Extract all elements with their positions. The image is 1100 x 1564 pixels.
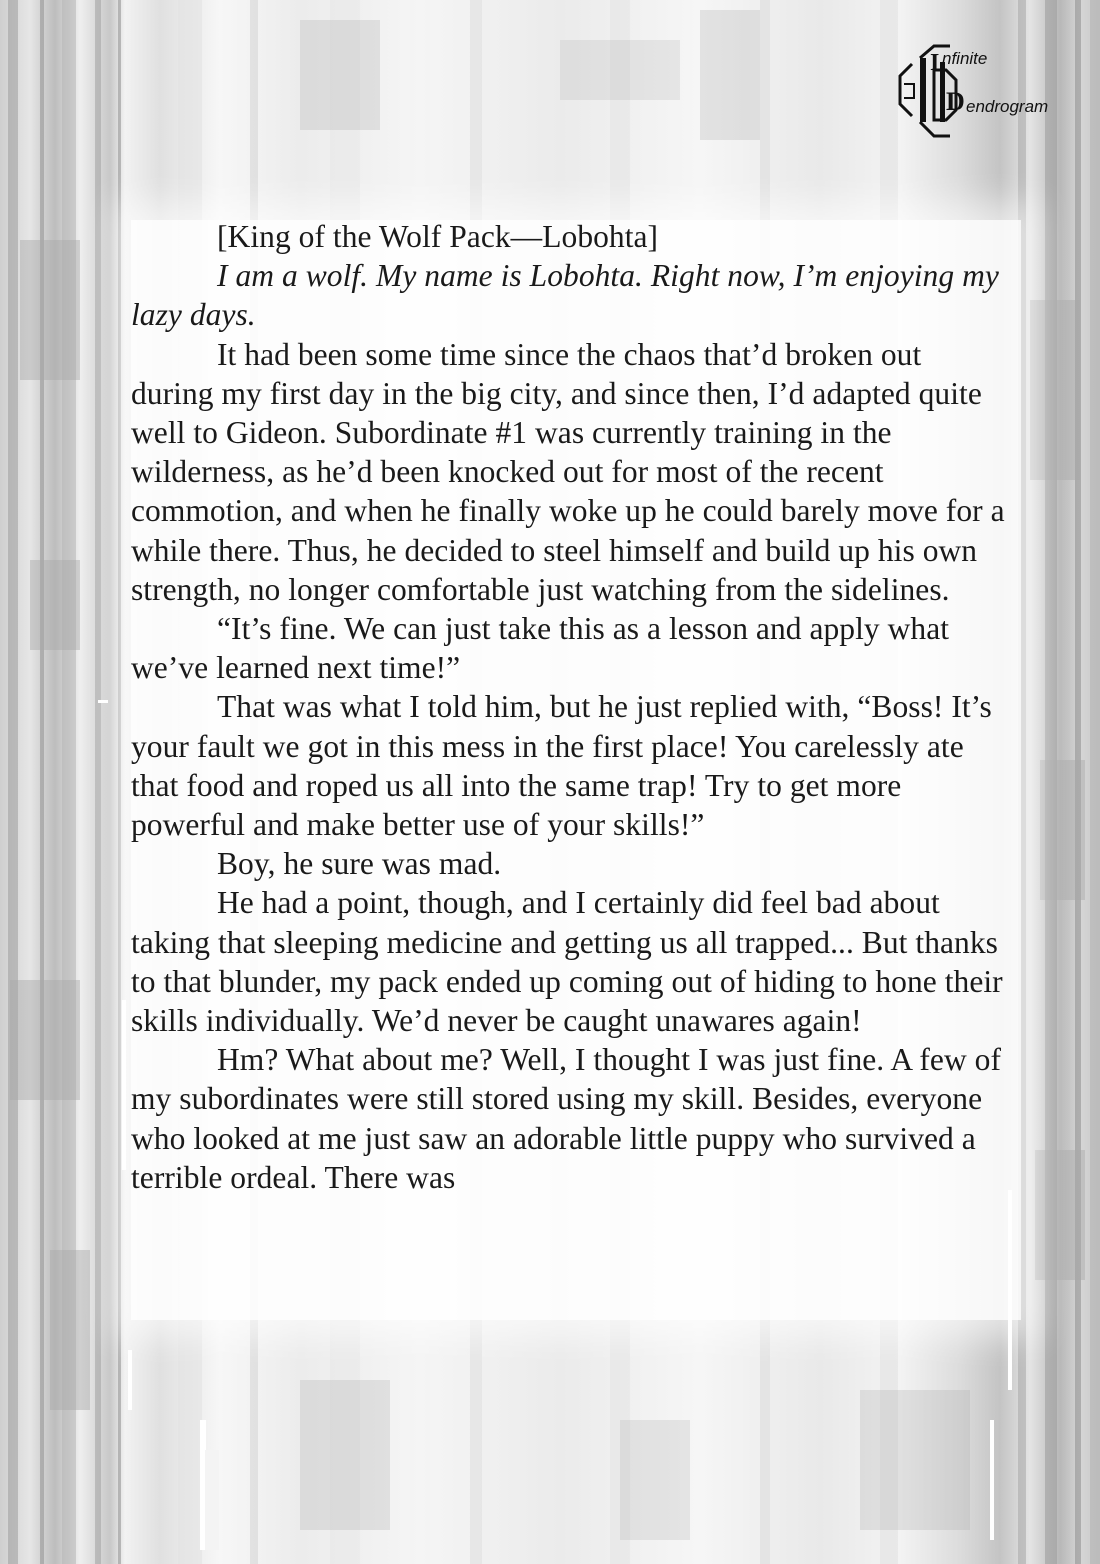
logo-line2: endrogram — [966, 97, 1049, 116]
paragraph-dialogue: “It’s fine. We can just take this as a lesson and apply what we’ve learned next time!” — [131, 611, 950, 686]
logo-line1: nfinite — [942, 49, 988, 68]
paragraph: It had been some time since the chaos that’d broken out during my first day in the big city, and since then, I’d adapted quite well to Gideon. Subordinate #1 was currently training in the wilderness, as he’d been knocked out for most of the recent commotion, and when he finally woke up he could barely move for a while there. Thus, he decided to steel himself and build up his own strength, no longer comfortable just watching from the sidelines. — [131, 336, 1005, 607]
logo-initial-d: D — [946, 87, 965, 116]
chapter-heading: [King of the Wolf Pack—Lobohta] — [217, 219, 659, 254]
prose-body — [131, 217, 1006, 1197]
paragraph-intro: I am a wolf. My name is Lobohta. Right now, I’m enjoying my lazy days. — [131, 258, 999, 333]
logo-initial-i: I — [930, 50, 940, 76]
infinite-dendrogram-logo — [890, 40, 1062, 144]
paragraph: That was what I told him, but he just replied with, “Boss! It’s your fault we got in this mess in the first place! You carelessly ate that food and roped us all into the same trap! Try to get more powerful and make better use of your skills!” — [131, 689, 992, 843]
paragraph: Boy, he sure was mad. — [217, 846, 502, 882]
paragraph: Hm? What about me? Well, I thought I was just fine. A few of my subordinates were still stored using my skill. Besides, everyone who looked at me just saw an adorable little puppy who survived a terrible ordeal. There was — [131, 1042, 1002, 1195]
paragraph: He had a point, though, and I certainly did feel bad about taking that sleeping medicine and getting us all trapped... But thanks to that blunder, my pack ended up coming out of hiding to hone their skills individually. We’d never be caught unawares again! — [131, 885, 1003, 1039]
